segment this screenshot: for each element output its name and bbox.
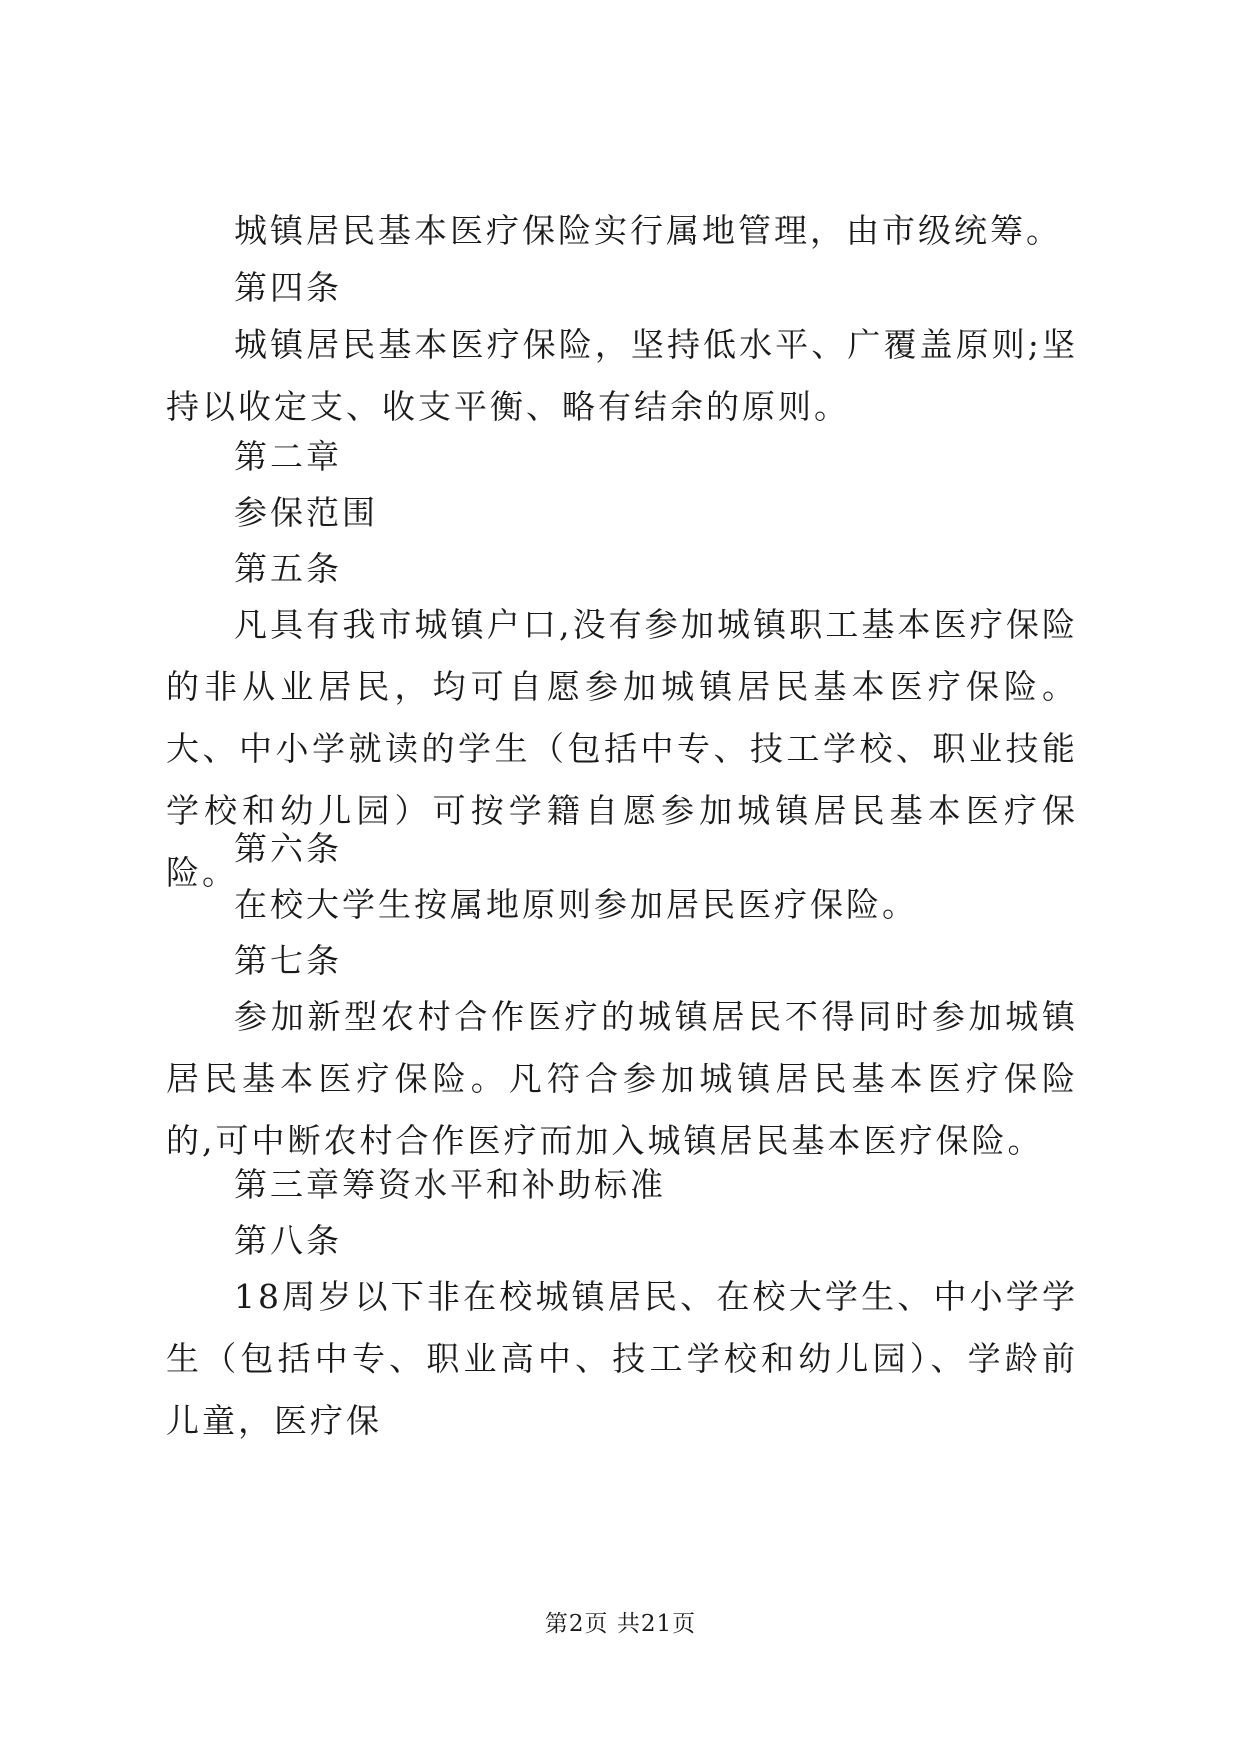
paragraph-6: 18周岁以下非在校城镇居民、在校大学生、中小学学生（包括中专、职业高中、技工学校和幼儿园）、学龄前儿童，医疗保 [166, 1277, 1078, 1440]
article-6-heading: 第六条 [234, 829, 342, 868]
paragraph-4: 在校大学生按属地原则参加居民医疗保险。 [234, 885, 918, 924]
chapter-3-heading: 第三章筹资水平和补助标准 [234, 1165, 666, 1204]
chapter-2-title: 参保范围 [234, 493, 378, 532]
article-8-heading: 第八条 [234, 1221, 342, 1260]
article-5-heading: 第五条 [234, 549, 342, 588]
page-footer: 第2页 共21页 [544, 1611, 697, 1637]
article-7-heading: 第七条 [234, 941, 342, 980]
paragraph-1: 城镇居民基本医疗保险实行属地管理，由市级统筹。 [234, 211, 1062, 250]
chapter-2-heading: 第二章 [234, 437, 342, 476]
paragraph-3: 凡具有我市城镇户口,没有参加城镇职工基本医疗保险的非从业居民，均可自愿参加城镇居民基本医疗保险。大、中小学就读的学生（包括中专、技工学校、职业技能学校和幼儿园）可按学籍自愿参加城镇居民基本医疗保险。 [166, 605, 1078, 892]
paragraph-5: 参加新型农村合作医疗的城镇居民不得同时参加城镇居民基本医疗保险。凡符合参加城镇居民基本医疗保险的,可中断农村合作医疗而加入城镇居民基本医疗保险。 [166, 997, 1078, 1160]
article-4-heading: 第四条 [234, 268, 342, 307]
paragraph-2: 城镇居民基本医疗保险，坚持低水平、广覆盖原则;坚持以收定支、收支平衡、略有结余的原则。 [166, 325, 1078, 426]
